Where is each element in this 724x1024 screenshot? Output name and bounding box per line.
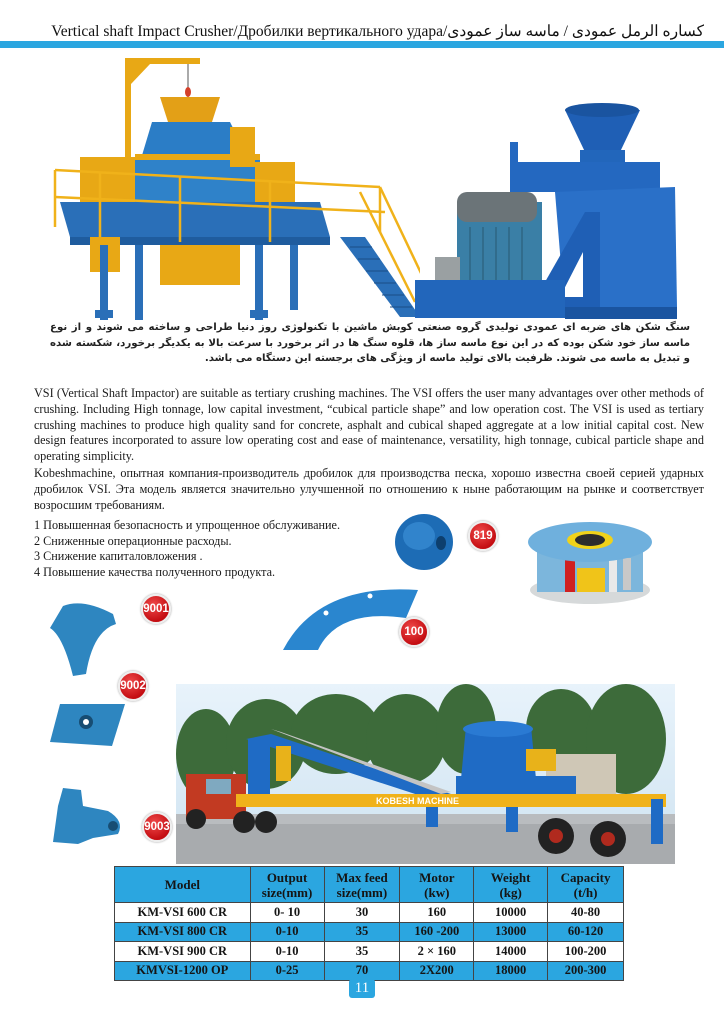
trailer-label: KOBESH MACHINE xyxy=(376,796,460,806)
table-row xyxy=(115,961,624,981)
cell-capacity: 40-80 xyxy=(548,903,624,923)
cell-weight: 13000 xyxy=(474,922,548,942)
cell-weight: 18000 xyxy=(474,961,548,981)
cell-output-size: 0- 10 xyxy=(250,903,324,923)
header-output-size: Output size(mm) xyxy=(250,867,324,903)
page-header xyxy=(0,0,724,44)
cell-motor: 160 xyxy=(400,903,474,923)
cell-motor: 160 -200 xyxy=(400,922,474,942)
vsi-crusher-motor-image xyxy=(415,52,687,322)
cell-capacity: 100-200 xyxy=(548,942,624,962)
table-header-row xyxy=(115,867,624,903)
russian-description: Kobeshmachine, опытная компания-производитель дробилок для производства песка, хорошо известна своей серией ударных дробилок VSI. Эта модель является значительно улучшенной по отношению к ныне работающим на рынке и соответствует возросшим требованиям. xyxy=(34,466,704,512)
benefit-item: 1 Повышенная безопасность и упрощенное обслуживание. xyxy=(34,518,340,532)
header-divider xyxy=(0,41,724,48)
header-motor: Motor (kw) xyxy=(400,867,474,903)
benefits-list xyxy=(34,518,394,580)
cell-capacity: 60-120 xyxy=(548,922,624,942)
header-capacity: Capacity (t/h) xyxy=(548,867,624,903)
table-row xyxy=(115,922,624,942)
cell-model: KM-VSI 600 CR xyxy=(115,903,251,923)
cell-output-size: 0-10 xyxy=(250,922,324,942)
cell-weight: 10000 xyxy=(474,903,548,923)
cell-model: KM-VSI 800 CR xyxy=(115,922,251,942)
cell-max-feed: 70 xyxy=(324,961,400,981)
table-row xyxy=(115,942,624,962)
tip-part-image xyxy=(48,596,118,676)
benefit-item: 2 Сниженные операционные расходы. xyxy=(34,533,232,548)
cell-max-feed: 35 xyxy=(324,942,400,962)
vsi-crusher-platform-image xyxy=(40,52,420,322)
specifications-table xyxy=(114,866,624,981)
cell-output-size: 0-25 xyxy=(250,961,324,981)
table-row xyxy=(115,903,624,923)
part-badge-9001: 9001 xyxy=(141,594,171,624)
benefit-item: 4 Повышение качества полученного продукта. xyxy=(34,564,276,579)
cell-weight: 14000 xyxy=(474,942,548,962)
cell-output-size: 0-10 xyxy=(250,942,324,962)
cell-model: KM-VSI 900 CR xyxy=(115,942,251,962)
part-badge-100: 100 xyxy=(399,617,429,647)
wear-block-part-image xyxy=(50,700,125,748)
english-description: VSI (Vertical Shaft Impactor) are suitable as tertiary crushing machines. The VSI offers the user many advantages over other methods of crushing. Including High tonnage, low capital investment, “cubical particle shape” and low operation cost. The VSI is used as tertiary crushing machines to produce high quality sand for concrete, asphalt and cubical shaped aggregate at a low initial capital cost. New design features incorporated to assure low operating cost and ease of maintenance, versatility, high tonnage, cubical particle shape and operating simplicity. xyxy=(34,386,704,464)
feed-cone-part-image xyxy=(393,510,455,572)
cell-capacity: 200-300 xyxy=(548,961,624,981)
header-weight: Weight (kg) xyxy=(474,867,548,903)
cell-motor: 2X200 xyxy=(400,961,474,981)
part-badge-819: 819 xyxy=(468,521,498,551)
part-badge-9003: 9003 xyxy=(142,812,172,842)
header-model: Model xyxy=(115,867,251,903)
part-badge-9002: 9002 xyxy=(118,671,148,701)
benefit-item: 3 Снижение капиталовложения . xyxy=(34,549,203,564)
page-number: 11 xyxy=(349,979,375,998)
cell-max-feed: 35 xyxy=(324,922,400,942)
header-max-feed-size: Max feed size(mm) xyxy=(324,867,400,903)
mobile-vsi-trailer-image xyxy=(176,684,675,864)
cell-motor: 2 × 160 xyxy=(400,942,474,962)
page-title: Vertical shaft Impact Crusher/Дробилки вертикального удара/کساره الرمل عمودی / ماسه ساز عمودی xyxy=(51,23,704,40)
rotor-assembly-image xyxy=(525,510,655,610)
persian-description: سنگ شکن های ضربه ای عمودی تولیدی گروه صنعتی کوبش ماشین با تکنولوژی روز دنیا طراحی و ساخته می شوند و از نوع ماسه ساز خود شکن بوده که در این نوع ماسه ساز ها، قلوه سنگ ها در اثر برخورد با سرعت بالا به یکدیگر برخورد، شکسته شده و تبدیل به ماسه می شوند. ظرفیت بالای تولید ماسه از ویژگی های برجسته این دستگاه می باشد. xyxy=(50,322,690,364)
rotor-tip-part-image xyxy=(53,786,128,846)
cell-model: KMVSI-1200 OP xyxy=(115,961,251,981)
cell-max-feed: 30 xyxy=(324,903,400,923)
